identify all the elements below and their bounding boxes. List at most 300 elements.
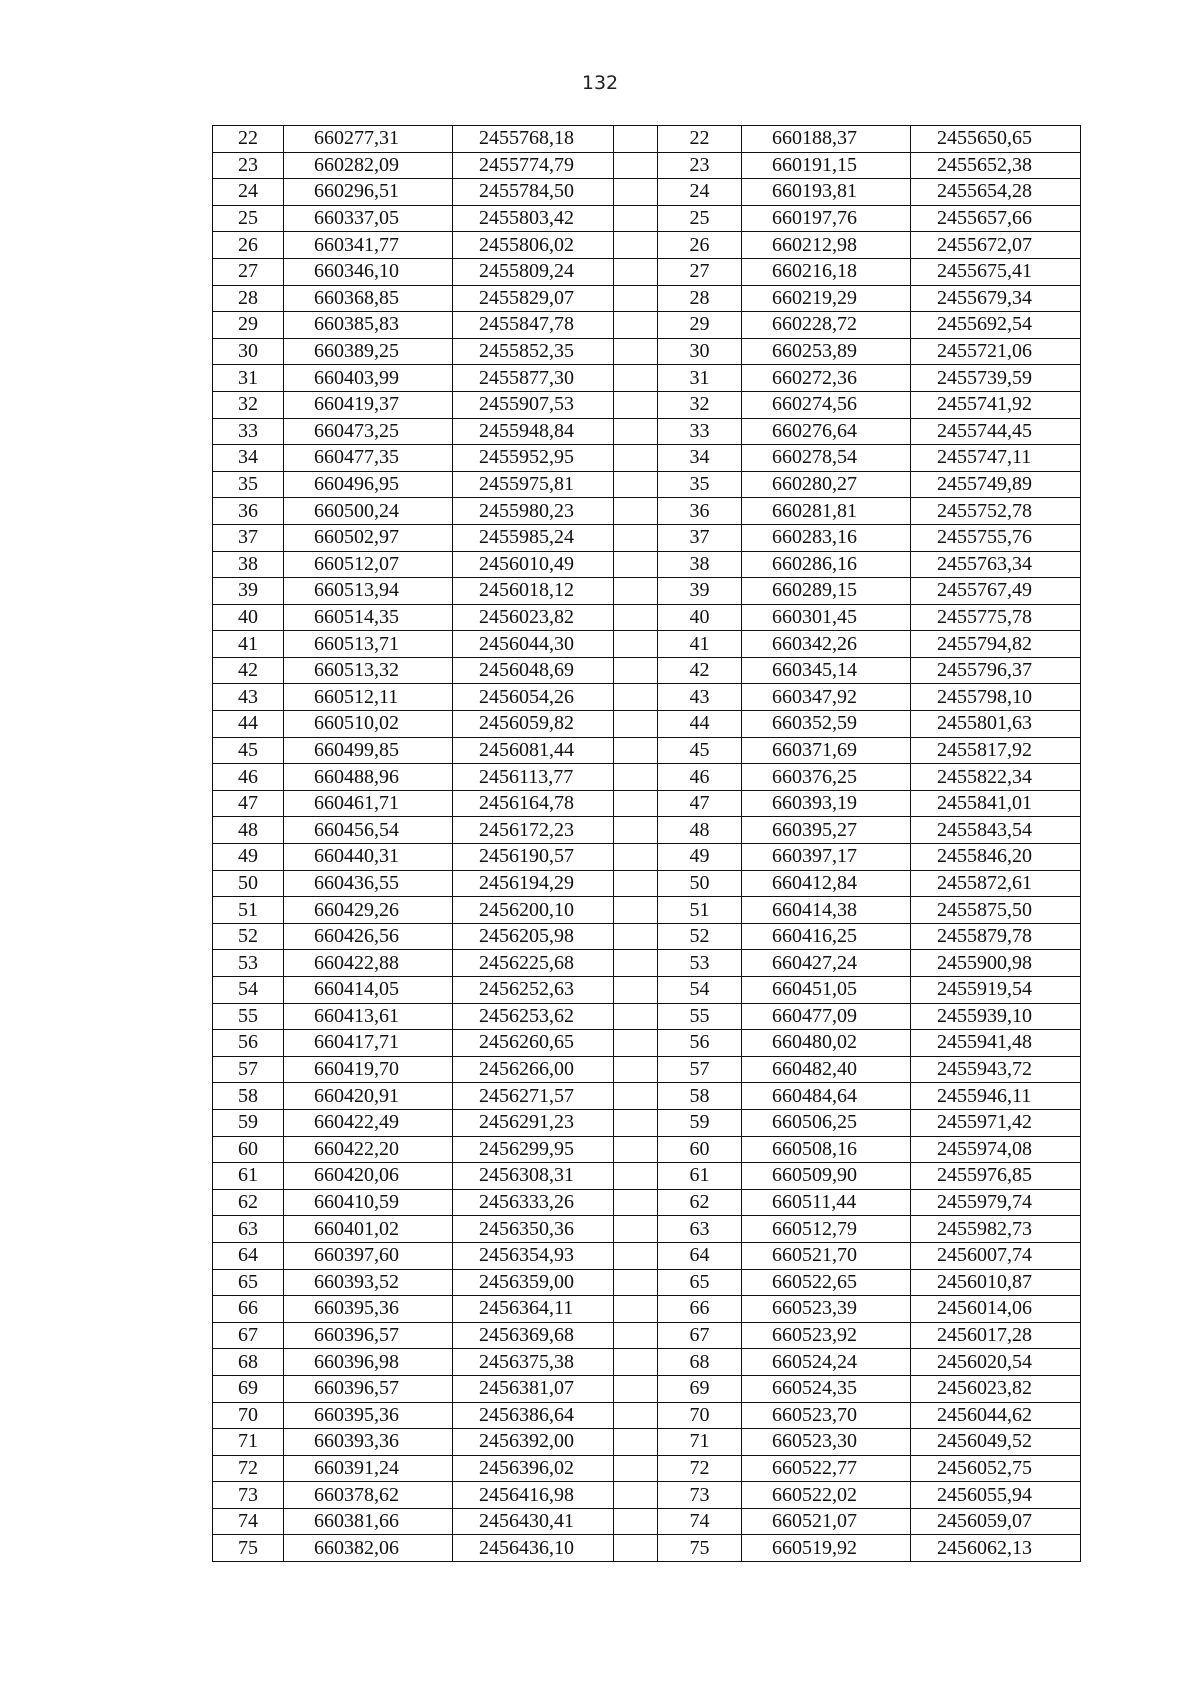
empty-cell [614,498,658,525]
point-number-left: 63 [213,1216,284,1243]
coordinates-table-body [213,126,1081,1562]
y-coordinate-left: 2456205,98 [453,923,614,950]
y-coordinate-left: 2455907,53 [453,391,614,418]
table-row [213,1242,1081,1269]
x-coordinate-left: 660420,06 [284,1163,453,1190]
x-coordinate-right: 660191,15 [742,152,911,179]
y-coordinate-left: 2456044,30 [453,631,614,658]
x-coordinate-left: 660422,49 [284,1109,453,1136]
y-coordinate-left: 2456059,82 [453,711,614,738]
point-number-right: 25 [658,205,742,232]
x-coordinate-left: 660512,07 [284,551,453,578]
table-row [213,1375,1081,1402]
y-coordinate-left: 2456333,26 [453,1189,614,1216]
empty-cell [614,711,658,738]
x-coordinate-left: 660337,05 [284,205,453,232]
y-coordinate-right: 2456052,75 [911,1455,1081,1482]
point-number-left: 53 [213,950,284,977]
point-number-right: 67 [658,1322,742,1349]
point-number-left: 29 [213,312,284,339]
table-row [213,1322,1081,1349]
x-coordinate-left: 660403,99 [284,365,453,392]
y-coordinate-right: 2456055,94 [911,1482,1081,1509]
x-coordinate-right: 660193,81 [742,179,911,206]
point-number-left: 47 [213,790,284,817]
y-coordinate-right: 2455657,66 [911,205,1081,232]
empty-cell [614,817,658,844]
x-coordinate-left: 660488,96 [284,764,453,791]
point-number-right: 24 [658,179,742,206]
x-coordinate-right: 660352,59 [742,711,911,738]
x-coordinate-right: 660188,37 [742,126,911,153]
y-coordinate-right: 2456020,54 [911,1349,1081,1376]
x-coordinate-right: 660278,54 [742,445,911,472]
x-coordinate-right: 660482,40 [742,1056,911,1083]
empty-cell [614,338,658,365]
table-row [213,1296,1081,1323]
y-coordinate-left: 2456200,10 [453,897,614,924]
x-coordinate-left: 660391,24 [284,1455,453,1482]
x-coordinate-right: 660480,02 [742,1030,911,1057]
x-coordinate-right: 660286,16 [742,551,911,578]
y-coordinate-left: 2456369,68 [453,1322,614,1349]
y-coordinate-right: 2455672,07 [911,232,1081,259]
point-number-left: 52 [213,923,284,950]
table-row [213,338,1081,365]
empty-cell [614,764,658,791]
point-number-left: 23 [213,152,284,179]
table-row [213,631,1081,658]
empty-cell [614,471,658,498]
y-coordinate-right: 2456017,28 [911,1322,1081,1349]
empty-cell [614,950,658,977]
table-row [213,445,1081,472]
point-number-right: 33 [658,418,742,445]
x-coordinate-right: 660276,64 [742,418,911,445]
y-coordinate-right: 2455798,10 [911,684,1081,711]
y-coordinate-left: 2455877,30 [453,365,614,392]
y-coordinate-right: 2455675,41 [911,258,1081,285]
point-number-left: 60 [213,1136,284,1163]
table-row [213,205,1081,232]
empty-cell [614,418,658,445]
x-coordinate-right: 660524,35 [742,1375,911,1402]
table-row [213,179,1081,206]
point-number-left: 39 [213,578,284,605]
point-number-right: 30 [658,338,742,365]
point-number-left: 35 [213,471,284,498]
empty-cell [614,1269,658,1296]
point-number-right: 39 [658,578,742,605]
y-coordinate-left: 2456416,98 [453,1482,614,1509]
y-coordinate-left: 2456260,65 [453,1030,614,1057]
y-coordinate-left: 2456023,82 [453,604,614,631]
x-coordinate-right: 660253,89 [742,338,911,365]
empty-cell [614,1216,658,1243]
x-coordinate-right: 660281,81 [742,498,911,525]
x-coordinate-left: 660396,98 [284,1349,453,1376]
table-row [213,1109,1081,1136]
point-number-left: 42 [213,657,284,684]
y-coordinate-right: 2455721,06 [911,338,1081,365]
x-coordinate-right: 660521,70 [742,1242,911,1269]
point-number-right: 34 [658,445,742,472]
point-number-left: 37 [213,524,284,551]
table-row [213,1508,1081,1535]
y-coordinate-right: 2455939,10 [911,1003,1081,1030]
table-row [213,1269,1081,1296]
y-coordinate-right: 2455843,54 [911,817,1081,844]
point-number-left: 43 [213,684,284,711]
table-row [213,1189,1081,1216]
y-coordinate-left: 2456381,07 [453,1375,614,1402]
point-number-left: 24 [213,179,284,206]
point-number-left: 51 [213,897,284,924]
x-coordinate-left: 660397,60 [284,1242,453,1269]
x-coordinate-left: 660513,94 [284,578,453,605]
point-number-left: 26 [213,232,284,259]
point-number-right: 40 [658,604,742,631]
point-number-right: 56 [658,1030,742,1057]
table-row [213,232,1081,259]
y-coordinate-right: 2456023,82 [911,1375,1081,1402]
y-coordinate-left: 2455980,23 [453,498,614,525]
x-coordinate-left: 660477,35 [284,445,453,472]
y-coordinate-right: 2456014,06 [911,1296,1081,1323]
x-coordinate-right: 660301,45 [742,604,911,631]
table-row [213,285,1081,312]
x-coordinate-right: 660427,24 [742,950,911,977]
x-coordinate-right: 660345,14 [742,657,911,684]
y-coordinate-left: 2456225,68 [453,950,614,977]
empty-cell [614,285,658,312]
point-number-right: 57 [658,1056,742,1083]
x-coordinate-left: 660395,36 [284,1296,453,1323]
point-number-right: 75 [658,1535,742,1562]
empty-cell [614,1056,658,1083]
point-number-right: 69 [658,1375,742,1402]
x-coordinate-left: 660502,97 [284,524,453,551]
y-coordinate-right: 2455941,48 [911,1030,1081,1057]
point-number-left: 68 [213,1349,284,1376]
x-coordinate-right: 660272,36 [742,365,911,392]
table-row [213,923,1081,950]
y-coordinate-left: 2456375,38 [453,1349,614,1376]
x-coordinate-right: 660347,92 [742,684,911,711]
point-number-left: 44 [213,711,284,738]
empty-cell [614,1535,658,1562]
x-coordinate-left: 660395,36 [284,1402,453,1429]
empty-cell [614,1375,658,1402]
table-row [213,365,1081,392]
empty-cell [614,1163,658,1190]
x-coordinate-left: 660277,31 [284,126,453,153]
point-number-right: 58 [658,1083,742,1110]
x-coordinate-left: 660461,71 [284,790,453,817]
point-number-right: 62 [658,1189,742,1216]
x-coordinate-left: 660456,54 [284,817,453,844]
empty-cell [614,870,658,897]
y-coordinate-right: 2455971,42 [911,1109,1081,1136]
x-coordinate-right: 660197,76 [742,205,911,232]
x-coordinate-right: 660371,69 [742,737,911,764]
x-coordinate-left: 660436,55 [284,870,453,897]
table-row [213,950,1081,977]
x-coordinate-right: 660219,29 [742,285,911,312]
empty-cell [614,179,658,206]
empty-cell [614,1030,658,1057]
point-number-right: 53 [658,950,742,977]
y-coordinate-left: 2456113,77 [453,764,614,791]
y-coordinate-left: 2455803,42 [453,205,614,232]
y-coordinate-left: 2456271,57 [453,1083,614,1110]
point-number-right: 23 [658,152,742,179]
y-coordinate-left: 2456048,69 [453,657,614,684]
point-number-left: 48 [213,817,284,844]
point-number-left: 69 [213,1375,284,1402]
y-coordinate-left: 2456164,78 [453,790,614,817]
y-coordinate-left: 2456396,02 [453,1455,614,1482]
y-coordinate-right: 2455822,34 [911,764,1081,791]
empty-cell [614,977,658,1004]
x-coordinate-left: 660429,26 [284,897,453,924]
table-row [213,1163,1081,1190]
x-coordinate-left: 660396,57 [284,1375,453,1402]
empty-cell [614,790,658,817]
y-coordinate-right: 2455652,38 [911,152,1081,179]
y-coordinate-left: 2456354,93 [453,1242,614,1269]
y-coordinate-left: 2456350,36 [453,1216,614,1243]
y-coordinate-left: 2455948,84 [453,418,614,445]
point-number-right: 29 [658,312,742,339]
x-coordinate-left: 660410,59 [284,1189,453,1216]
table-row [213,391,1081,418]
empty-cell [614,604,658,631]
y-coordinate-right: 2455801,63 [911,711,1081,738]
point-number-right: 35 [658,471,742,498]
point-number-right: 63 [658,1216,742,1243]
point-number-left: 75 [213,1535,284,1562]
y-coordinate-left: 2456266,00 [453,1056,614,1083]
y-coordinate-right: 2456010,87 [911,1269,1081,1296]
x-coordinate-left: 660500,24 [284,498,453,525]
y-coordinate-left: 2455774,79 [453,152,614,179]
x-coordinate-left: 660282,09 [284,152,453,179]
x-coordinate-right: 660522,65 [742,1269,911,1296]
x-coordinate-left: 660512,11 [284,684,453,711]
x-coordinate-right: 660414,38 [742,897,911,924]
point-number-left: 65 [213,1269,284,1296]
table-row [213,1083,1081,1110]
table-row [213,790,1081,817]
y-coordinate-left: 2456172,23 [453,817,614,844]
point-number-left: 73 [213,1482,284,1509]
point-number-left: 57 [213,1056,284,1083]
point-number-left: 32 [213,391,284,418]
y-coordinate-left: 2456190,57 [453,844,614,871]
point-number-right: 31 [658,365,742,392]
point-number-left: 38 [213,551,284,578]
point-number-right: 41 [658,631,742,658]
x-coordinate-right: 660523,92 [742,1322,911,1349]
x-coordinate-left: 660417,71 [284,1030,453,1057]
point-number-left: 25 [213,205,284,232]
table-row [213,684,1081,711]
empty-cell [614,232,658,259]
empty-cell [614,1136,658,1163]
y-coordinate-right: 2455946,11 [911,1083,1081,1110]
point-number-left: 59 [213,1109,284,1136]
table-row [213,1030,1081,1057]
point-number-right: 28 [658,285,742,312]
point-number-right: 54 [658,977,742,1004]
y-coordinate-right: 2456062,13 [911,1535,1081,1562]
x-coordinate-right: 660280,27 [742,471,911,498]
point-number-right: 38 [658,551,742,578]
y-coordinate-left: 2455952,95 [453,445,614,472]
x-coordinate-left: 660296,51 [284,179,453,206]
x-coordinate-left: 660393,52 [284,1269,453,1296]
y-coordinate-right: 2455796,37 [911,657,1081,684]
x-coordinate-left: 660514,35 [284,604,453,631]
y-coordinate-left: 2456359,00 [453,1269,614,1296]
x-coordinate-right: 660416,25 [742,923,911,950]
x-coordinate-left: 660381,66 [284,1508,453,1535]
point-number-left: 66 [213,1296,284,1323]
empty-cell [614,1109,658,1136]
y-coordinate-left: 2456436,10 [453,1535,614,1562]
x-coordinate-right: 660376,25 [742,764,911,791]
y-coordinate-right: 2455974,08 [911,1136,1081,1163]
x-coordinate-right: 660523,39 [742,1296,911,1323]
point-number-right: 51 [658,897,742,924]
x-coordinate-left: 660389,25 [284,338,453,365]
x-coordinate-right: 660509,90 [742,1163,911,1190]
x-coordinate-left: 660378,62 [284,1482,453,1509]
y-coordinate-left: 2455847,78 [453,312,614,339]
table-row [213,817,1081,844]
point-number-right: 60 [658,1136,742,1163]
point-number-left: 31 [213,365,284,392]
y-coordinate-left: 2456299,95 [453,1136,614,1163]
y-coordinate-left: 2455806,02 [453,232,614,259]
y-coordinate-right: 2455879,78 [911,923,1081,950]
y-coordinate-left: 2456010,49 [453,551,614,578]
x-coordinate-right: 660522,02 [742,1482,911,1509]
point-number-left: 28 [213,285,284,312]
y-coordinate-left: 2456386,64 [453,1402,614,1429]
x-coordinate-left: 660426,56 [284,923,453,950]
y-coordinate-left: 2456081,44 [453,737,614,764]
x-coordinate-right: 660395,27 [742,817,911,844]
x-coordinate-left: 660422,88 [284,950,453,977]
table-row [213,737,1081,764]
x-coordinate-right: 660523,30 [742,1429,911,1456]
point-number-right: 50 [658,870,742,897]
x-coordinate-left: 660420,91 [284,1083,453,1110]
y-coordinate-right: 2455794,82 [911,631,1081,658]
x-coordinate-right: 660342,26 [742,631,911,658]
y-coordinate-right: 2455841,01 [911,790,1081,817]
y-coordinate-right: 2455943,72 [911,1056,1081,1083]
point-number-right: 74 [658,1508,742,1535]
point-number-right: 73 [658,1482,742,1509]
empty-cell [614,1083,658,1110]
y-coordinate-left: 2455768,18 [453,126,614,153]
x-coordinate-right: 660524,24 [742,1349,911,1376]
x-coordinate-right: 660228,72 [742,312,911,339]
table-row [213,1349,1081,1376]
y-coordinate-right: 2455775,78 [911,604,1081,631]
point-number-left: 56 [213,1030,284,1057]
table-row [213,1003,1081,1030]
point-number-left: 41 [213,631,284,658]
table-row [213,1216,1081,1243]
x-coordinate-right: 660522,77 [742,1455,911,1482]
x-coordinate-right: 660283,16 [742,524,911,551]
x-coordinate-right: 660523,70 [742,1402,911,1429]
y-coordinate-left: 2455975,81 [453,471,614,498]
point-number-right: 36 [658,498,742,525]
empty-cell [614,524,658,551]
x-coordinate-right: 660216,18 [742,258,911,285]
point-number-right: 71 [658,1429,742,1456]
point-number-left: 46 [213,764,284,791]
x-coordinate-left: 660396,57 [284,1322,453,1349]
y-coordinate-left: 2456392,00 [453,1429,614,1456]
point-number-right: 37 [658,524,742,551]
page-number: 132 [581,72,619,94]
point-number-right: 43 [658,684,742,711]
empty-cell [614,126,658,153]
point-number-right: 46 [658,764,742,791]
table-row [213,657,1081,684]
empty-cell [614,1003,658,1030]
x-coordinate-left: 660341,77 [284,232,453,259]
empty-cell [614,631,658,658]
y-coordinate-right: 2455900,98 [911,950,1081,977]
point-number-right: 49 [658,844,742,871]
y-coordinate-right: 2455919,54 [911,977,1081,1004]
table-row [213,152,1081,179]
point-number-left: 64 [213,1242,284,1269]
empty-cell [614,1349,658,1376]
empty-cell [614,1508,658,1535]
point-number-left: 58 [213,1083,284,1110]
y-coordinate-right: 2455872,61 [911,870,1081,897]
point-number-left: 36 [213,498,284,525]
empty-cell [614,312,658,339]
point-number-left: 45 [213,737,284,764]
x-coordinate-left: 660499,85 [284,737,453,764]
table-row [213,870,1081,897]
point-number-left: 74 [213,1508,284,1535]
y-coordinate-right: 2455744,45 [911,418,1081,445]
empty-cell [614,578,658,605]
table-row [213,844,1081,871]
point-number-right: 72 [658,1455,742,1482]
x-coordinate-left: 660513,71 [284,631,453,658]
empty-cell [614,152,658,179]
x-coordinate-right: 660451,05 [742,977,911,1004]
empty-cell [614,897,658,924]
x-coordinate-right: 660412,84 [742,870,911,897]
empty-cell [614,737,658,764]
point-number-left: 67 [213,1322,284,1349]
empty-cell [614,391,658,418]
table-row [213,604,1081,631]
table-row [213,126,1081,153]
